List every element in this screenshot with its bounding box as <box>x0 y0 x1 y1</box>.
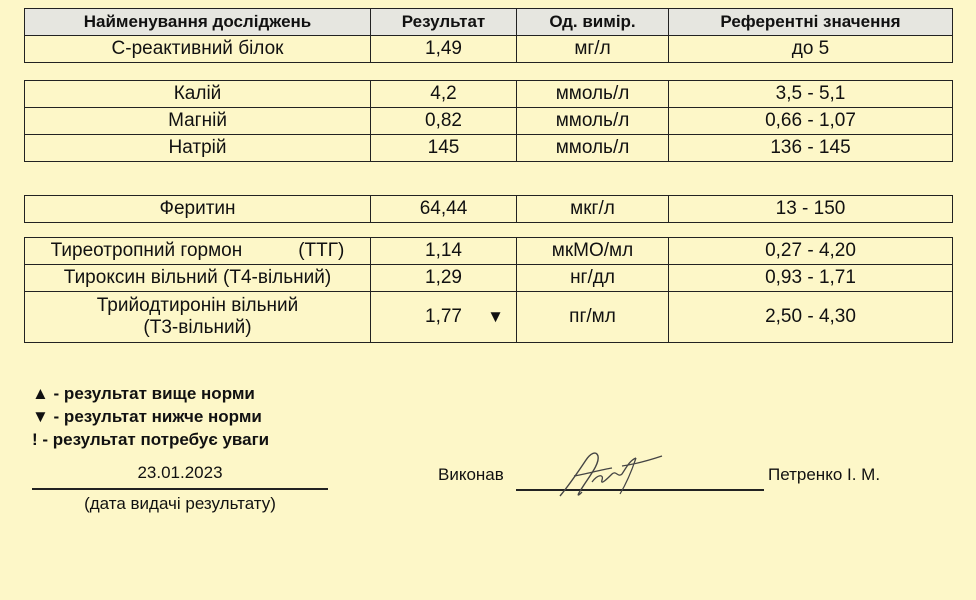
test-name: Натрій <box>25 135 371 162</box>
test-reference: 3,5 - 5,1 <box>669 81 953 108</box>
test-name <box>25 292 371 343</box>
test-unit: пг/мл <box>517 292 669 343</box>
test-unit: мкг/л <box>517 196 669 223</box>
date-underline <box>32 488 328 490</box>
test-name <box>25 238 371 265</box>
results-table-electrolytes <box>24 80 953 162</box>
test-result-cell <box>371 292 517 343</box>
test-unit: нг/дл <box>517 265 669 292</box>
test-result: 0,82 <box>371 108 517 135</box>
test-name: С-реактивний білок <box>25 36 371 63</box>
executor-name: Петренко І. М. <box>768 465 881 484</box>
legend-above: ▲ - результат вище норми <box>32 384 255 403</box>
test-name-abbr: (ТТГ) <box>298 240 345 261</box>
test-result: 145 <box>371 135 517 162</box>
table-row <box>25 292 953 343</box>
table-header-row <box>25 9 953 36</box>
table-row <box>25 265 953 292</box>
test-result: 64,44 <box>371 196 517 223</box>
test-unit: мг/л <box>517 36 669 63</box>
performed-label: Виконав <box>438 465 504 484</box>
table-row <box>25 108 953 135</box>
legend-below: ▼ - результат нижче норми <box>32 407 262 426</box>
legend <box>32 382 269 451</box>
results-table-thyroid <box>24 237 953 343</box>
test-result: 1,29 <box>371 265 517 292</box>
results-table-ferritin <box>24 195 953 223</box>
test-result: 1,49 <box>371 36 517 63</box>
header-unit: Од. вимір. <box>517 9 669 36</box>
table-row <box>25 196 953 223</box>
test-name: Феритин <box>25 196 371 223</box>
table-row <box>25 81 953 108</box>
test-result: 1,14 <box>371 238 517 265</box>
table-row <box>25 135 953 162</box>
table-row <box>25 36 953 63</box>
results-table-main <box>24 8 953 63</box>
legend-attention: ! - результат потребує уваги <box>32 430 270 449</box>
below-normal-icon: ▼ <box>487 307 504 326</box>
header-reference: Референтні значення <box>669 9 953 36</box>
table-row <box>25 238 953 265</box>
test-reference: до 5 <box>669 36 953 63</box>
header-test-name: Найменування досліджень <box>25 9 371 36</box>
test-name: Калій <box>25 81 371 108</box>
test-name-line2: (Т3-вільний) <box>143 317 252 338</box>
test-reference: 0,66 - 1,07 <box>669 108 953 135</box>
test-unit: ммоль/л <box>517 81 669 108</box>
test-unit: ммоль/л <box>517 108 669 135</box>
test-unit: ммоль/л <box>517 135 669 162</box>
test-name-main: Тиреотропний гормон <box>50 240 243 261</box>
test-unit: мкМО/мл <box>517 238 669 265</box>
test-result: 1,77 <box>425 306 462 327</box>
test-reference: 0,27 - 4,20 <box>669 238 953 265</box>
test-reference: 136 - 145 <box>669 135 953 162</box>
test-reference: 2,50 - 4,30 <box>669 292 953 343</box>
signature-icon <box>552 444 672 509</box>
test-name: Магній <box>25 108 371 135</box>
issue-date: 23.01.2023 <box>137 463 223 482</box>
test-reference: 0,93 - 1,71 <box>669 265 953 292</box>
header-result: Результат <box>371 9 517 36</box>
test-reference: 13 - 150 <box>669 196 953 223</box>
test-name-line1: Трийодтиронін вільний <box>96 295 299 316</box>
issue-date-caption: (дата видачі результату) <box>84 494 276 513</box>
test-name: Тироксин вільний (Т4-вільний) <box>25 265 371 292</box>
test-result: 4,2 <box>371 81 517 108</box>
